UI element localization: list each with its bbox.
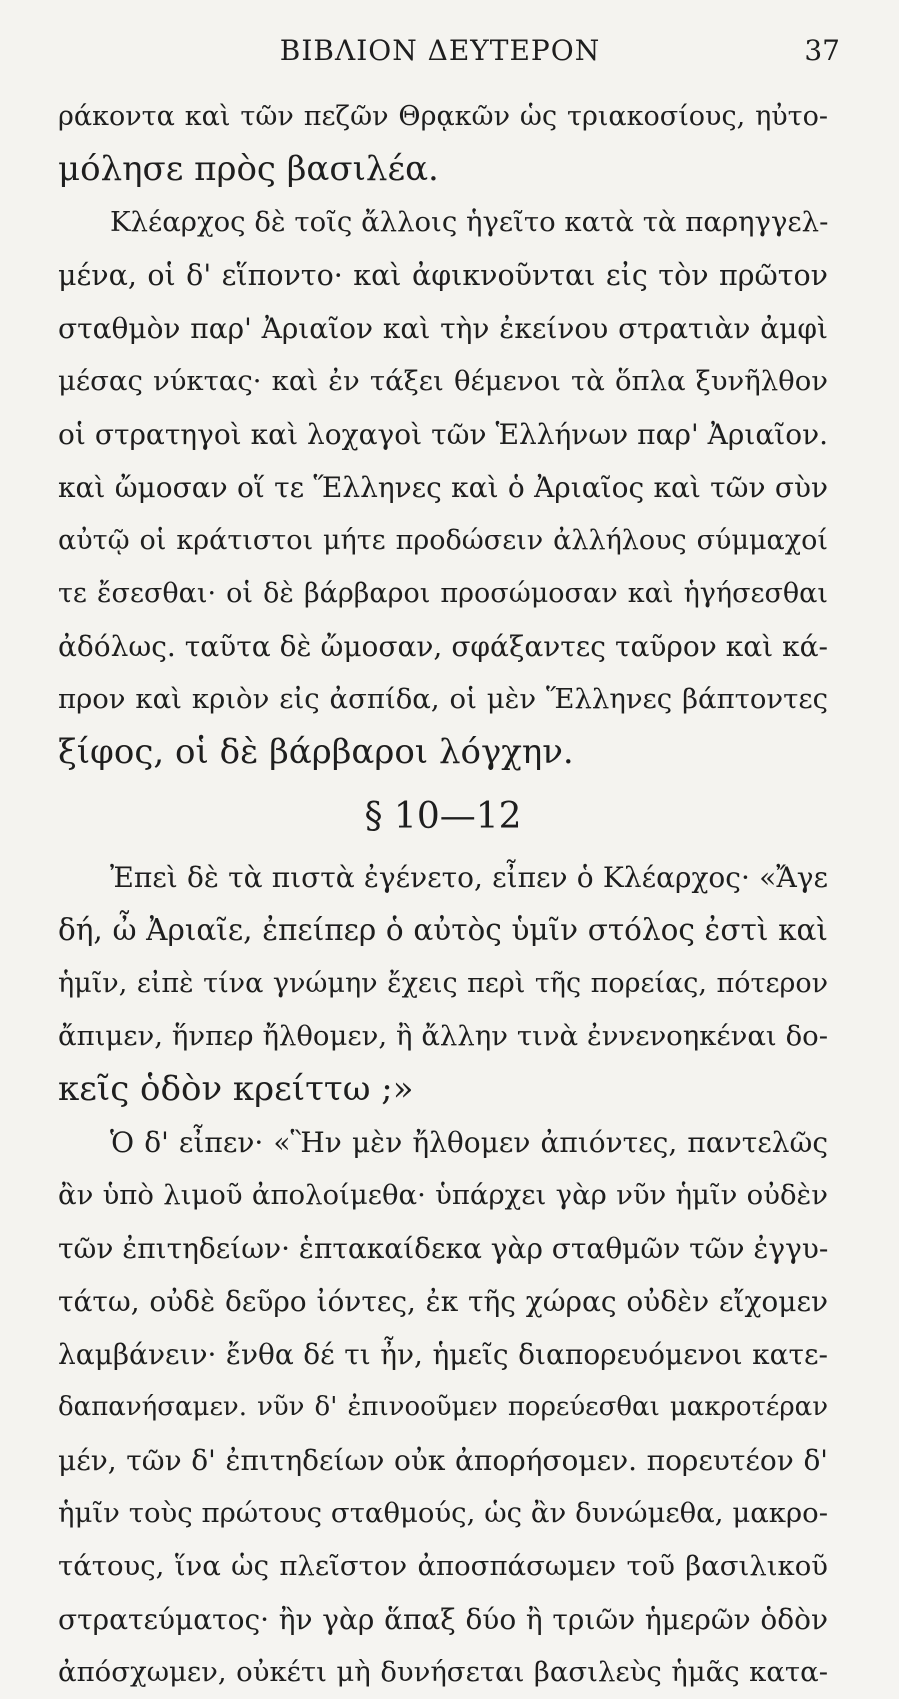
text-line: στρατεύματος· ἢν γὰρ ἅπαξ δύο ἢ τριῶν ἡμερῶν ὁδὸν xyxy=(58,1603,828,1636)
text-line: ἄπιμεν, ἥνπερ ἤλθομεν, ἢ ἄλλην τινὰ ἐννενοηκέναι δο- xyxy=(58,1020,828,1052)
text-line: δαπανήσαμεν. νῦν δ' ἐπινοοῦμεν πορεύεσθαι μακροτέραν xyxy=(58,1392,828,1422)
text-line: κεῖς ὁδὸν κρείττω ;» xyxy=(58,1069,414,1109)
text-line: λαμβάνειν· ἔνθα δέ τι ἦν, ἡμεῖς διαπορευόμενοι κατε- xyxy=(58,1338,828,1371)
page-number: 37 xyxy=(804,34,840,67)
text-line: μέν, τῶν δ' ἐπιτηδείων οὐκ ἀπορήσομεν. πορευτέον δ' xyxy=(58,1444,828,1477)
body-text xyxy=(58,90,828,1699)
text-line: τάτους, ἵνα ὡς πλεῖστον ἀποσπάσωμεν τοῦ βασιλικοῦ xyxy=(58,1550,828,1582)
text-line: Κλέαρχος δὲ τοῖς ἄλλοις ἡγεῖτο κατὰ τὰ παρηγγελ- xyxy=(110,206,828,238)
text-line: μέσας νύκτας· καὶ ἐν τάξει θέμενοι τὰ ὅπλα ξυνῆλθον xyxy=(58,365,828,397)
text-line: τε ἔσεσθαι· οἱ δὲ βάρβαροι προσώμοσαν καὶ ἡγήσεσθαι xyxy=(58,578,828,609)
text-line: ἡμῖν τοὺς πρώτους σταθμούς, ὡς ἂν δυνώμεθα, μακρο- xyxy=(58,1497,828,1529)
page-header xyxy=(60,34,840,74)
text-line: προν καὶ κριὸν εἰς ἀσπίδα, οἱ μὲν Ἕλληνες βάπτοντες xyxy=(58,683,828,715)
text-line: δή, ὦ Ἀριαῖε, ἐπείπερ ὁ αὐτὸς ὑμῖν στόλος ἐστὶ καὶ xyxy=(58,913,828,947)
text-line: ξίφος, οἱ δὲ βάρβαροι λόγχην. xyxy=(58,732,574,772)
text-line: τάτω, οὐδὲ δεῦρο ἰόντες, ἐκ τῆς χώρας οὐδὲν εἴχομεν xyxy=(58,1285,828,1318)
text-line: ἀπόσχωμεν, οὐκέτι μὴ δυνήσεται βασιλεὺς ἡμᾶς κατα- xyxy=(58,1656,828,1688)
text-line: αὐτῷ οἱ κράτιστοι μήτε προδώσειν ἀλλήλους σύμμαχοί xyxy=(58,525,828,556)
text-line: καὶ ὤμοσαν οἵ τε Ἕλληνες καὶ ὁ Ἀριαῖος καὶ τῶν σὺν xyxy=(58,471,828,504)
text-line: ἡμῖν, εἰπὲ τίνα γνώμην ἔχεις περὶ τῆς πορείας, πότερον xyxy=(58,968,828,999)
text-line: μένα, οἱ δ' εἵποντο· καὶ ἀφικνοῦνται εἰς τὸν πρῶτον xyxy=(58,259,828,292)
text-line: ἂν ὑπὸ λιμοῦ ἀπολοίμεθα· ὑπάρχει γὰρ νῦν ἡμῖν οὐδὲν xyxy=(58,1179,828,1211)
text-line: Ὁ δ' εἶπεν· «Ἣν μὲν ἤλθομεν ἀπιόντες, παντελῶς xyxy=(110,1126,828,1159)
text-line: ράκοντα καὶ τῶν πεζῶν Θρᾳκῶν ὡς τριακοσίους, ηὐτο- xyxy=(58,101,828,132)
text-line: μόλησε πρὸς βασιλέα. xyxy=(58,149,439,189)
text-line: οἱ στρατηγοὶ καὶ λοχαγοὶ τῶν Ἑλλήνων παρ' Ἀριαῖον. xyxy=(58,418,828,451)
text-line: σταθμὸν παρ' Ἀριαῖον καὶ τὴν ἐκείνου στρατιὰν ἀμφὶ xyxy=(58,312,828,345)
section-heading: § 10—12 xyxy=(364,796,522,837)
text-line: Ἐπεὶ δὲ τὰ πιστὰ ἐγένετο, εἶπεν ὁ Κλέαρχος· «Ἄγε xyxy=(110,861,828,894)
text-line: ἀδόλως. ταῦτα δὲ ὤμοσαν, σφάξαντες ταῦρον καὶ κά- xyxy=(58,630,828,663)
running-title: ΒΙΒΛΙΟΝ ΔΕΥΤΕΡΟΝ xyxy=(279,34,601,67)
text-line: τῶν ἐπιτηδείων· ἑπτακαίδεκα γὰρ σταθμῶν τῶν ἐγγυ- xyxy=(58,1232,828,1265)
